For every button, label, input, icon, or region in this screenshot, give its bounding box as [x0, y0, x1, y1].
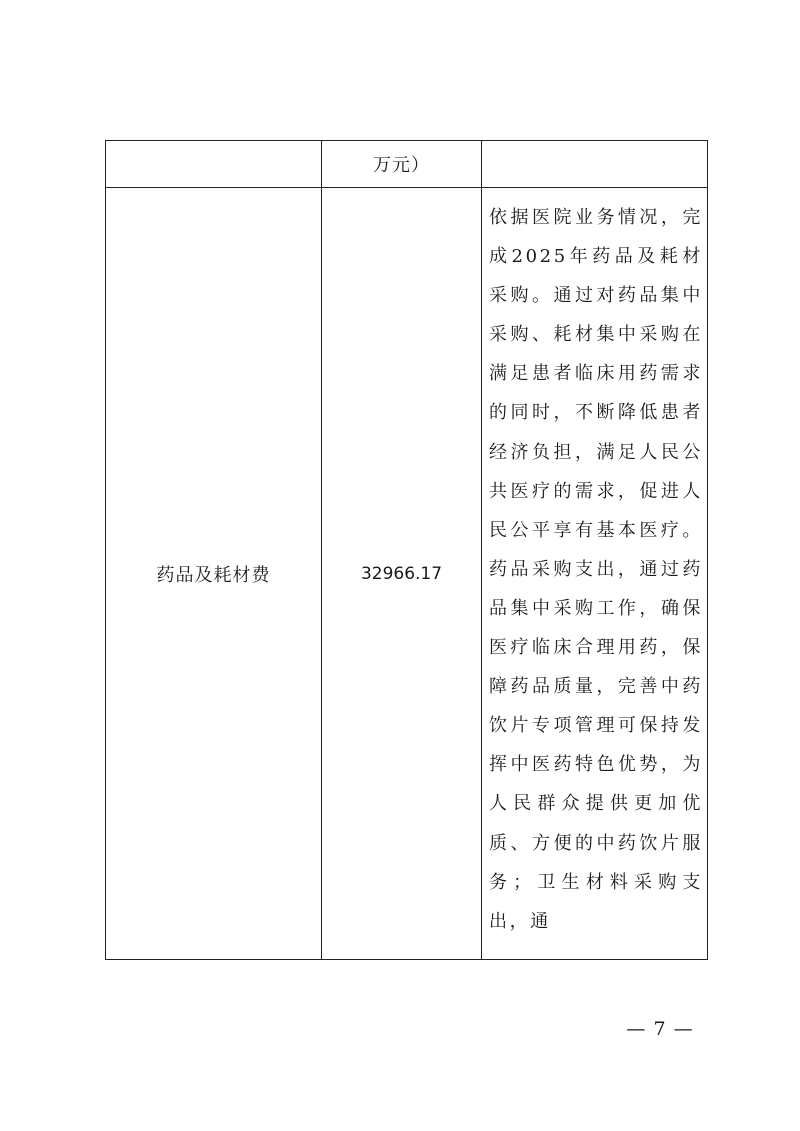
item-name-cell: 药品及耗材费 — [106, 188, 322, 960]
header-cell-3 — [482, 141, 708, 188]
budget-table — [105, 140, 708, 960]
page-number: — 7 — — [626, 1018, 694, 1040]
description-cell — [482, 188, 708, 960]
header-cell-1 — [106, 141, 322, 188]
description-text: 依据医院业务情况，完成2025年药品及耗材采购。通过对药品集中采购、耗材集中采购在满足患者临床用药需求的同时，不断降低患者经济负担，满足人民公共医疗的需求，促进人民公平享有基本医疗。药品采购支出，通过药品集中采购工作，确保医疗临床合理用药，保障药品质量，完善中药饮片专项管理可保持发挥中医药特色优势，为人民群众提供更加优质、方便的中药饮片服务；卫生材料采购支出，通 — [489, 207, 703, 932]
table-header-row — [106, 141, 708, 188]
table-row — [106, 188, 708, 960]
amount-cell: 32966.17 — [322, 188, 482, 960]
header-cell-unit: 万元） — [322, 141, 482, 188]
